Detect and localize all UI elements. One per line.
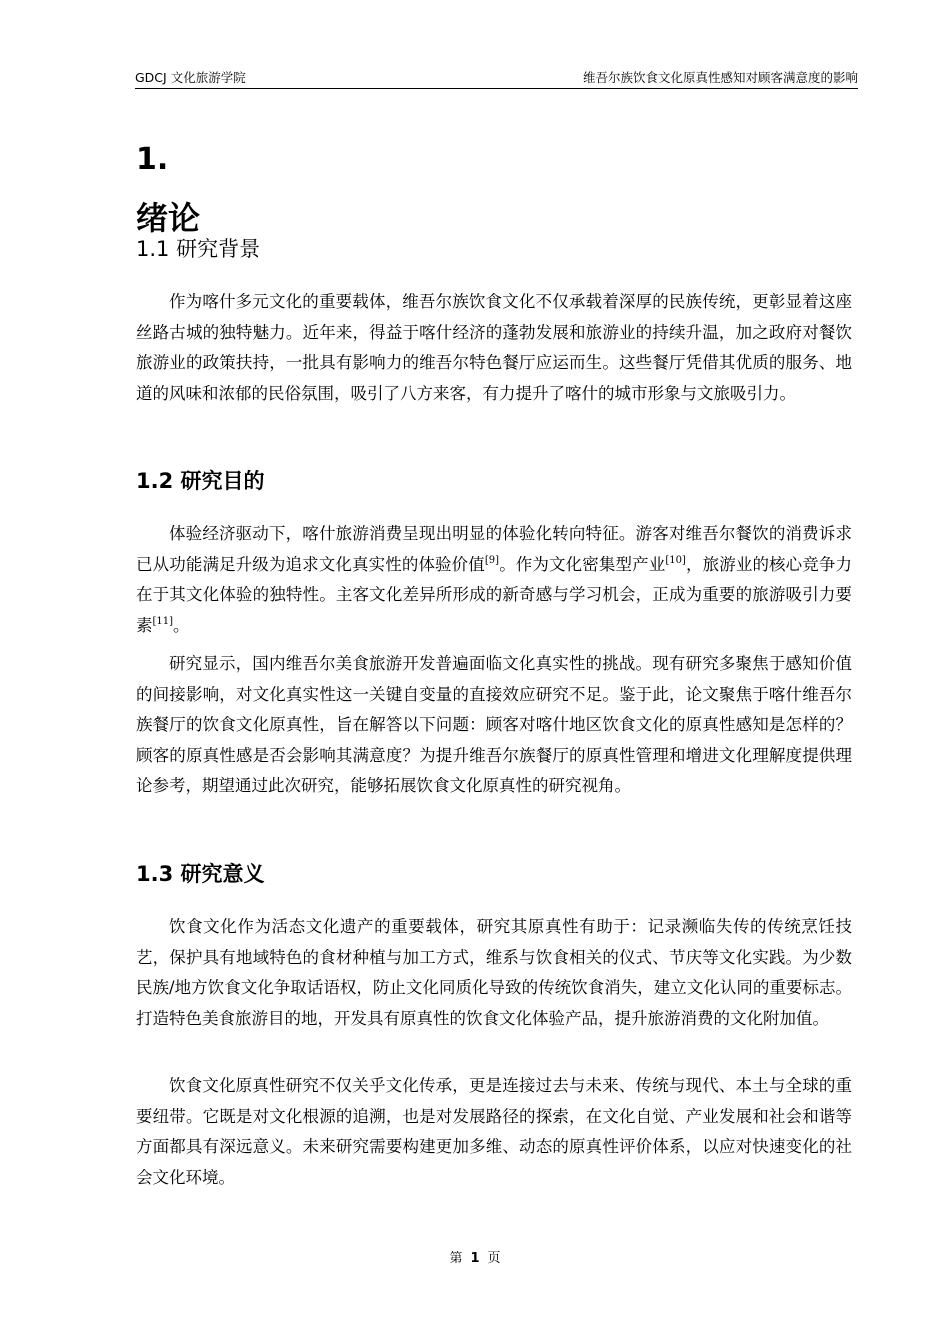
- section-heading-purpose: 1.2 研究目的: [136, 469, 265, 493]
- page-header: [135, 70, 858, 89]
- paragraph-text: 饮食文化作为活态文化遗产的重要载体，研究其原真性有助于：记录濒临失传的传统烹饪技艺，保护具有地域特色的食材种植与加工方式，维系与饮食相关的仪式、节庆等文化实践。为少数民族/地方饮食文化争取话语权，防止文化同质化导致的传统饮食消失，建立文化认同的重要标志。打造特色美食旅游目的地，开发具有原真性的饮食文化体验产品，提升旅游消费的文化附加值。: [136, 917, 852, 1028]
- paragraph-purpose-2: [136, 649, 852, 802]
- page-number-suffix: 页: [487, 1251, 501, 1266]
- chapter-number: 1.: [136, 142, 169, 177]
- paragraph-significance-2: [136, 1071, 852, 1193]
- page-footer: [0, 1247, 950, 1266]
- page-number: 1: [470, 1251, 480, 1266]
- paragraph-text: 。作为文化密集型产业: [499, 554, 666, 574]
- paragraph-background: [136, 287, 852, 409]
- section-heading-background: 1.1 研究背景: [136, 237, 261, 261]
- paragraph-significance-1: [136, 912, 852, 1034]
- paragraph-purpose-1: [136, 519, 852, 641]
- paragraph-text: 体验经济驱动下，喀什旅游消费呈现出明显的体验化转向特征。游客对维吾尔餐饮的消费诉求已从功能满足升级为追求文化真实性的体验价值: [136, 524, 852, 574]
- section-heading-significance: 1.3 研究意义: [136, 862, 265, 886]
- paragraph-text: 饮食文化原真性研究不仅关乎文化传承，更是连接过去与未来、传统与现代、本土与全球的重要纽带。它既是对文化根源的追溯，也是对发展路径的探索，在文化自觉、产业发展和社会和谐等方面都具有深远意义。未来研究需要构建更加多维、动态的原真性评价体系，以应对快速变化的社会文化环境。: [136, 1076, 852, 1187]
- chapter-title: 绪论: [136, 199, 201, 237]
- paragraph-text: 作为喀什多元文化的重要载体，维吾尔族饮食文化不仅承载着深厚的民族传统，更彰显着这座丝路古城的独特魅力。近年来，得益于喀什经济的蓬勃发展和旅游业的持续升温，加之政府对餐饮旅游业的政策扶持，一批具有影响力的维吾尔特色餐厅应运而生。这些餐厅凭借其优质的服务、地道的风味和浓郁的民俗氛围，吸引了八方来客，有力提升了喀什的城市形象与文旅吸引力。: [136, 292, 852, 403]
- citation-ref: [10]: [665, 554, 686, 566]
- header-thesis-title: 维吾尔族饮食文化原真性感知对顾客满意度的影响: [582, 70, 858, 85]
- paragraph-text: 。: [173, 615, 190, 635]
- citation-ref: [11]: [152, 615, 174, 627]
- page-number-prefix: 第: [449, 1251, 463, 1266]
- paragraph-text: 研究显示，国内维吾尔美食旅游开发普遍面临文化真实性的挑战。现有研究多聚焦于感知价值的间接影响，对文化真实性这一关键自变量的直接效应研究不足。鉴于此，论文聚焦于喀什维吾尔族餐厅的饮食文化原真性，旨在解答以下问题：顾客对喀什地区饮食文化的原真性感知是怎样的？顾客的原真性感是否会影响其满意度？为提升维吾尔族餐厅的原真性管理和增进文化理解度提供理论参考，期望通过此次研究，能够拓展饮食文化原真性的研究视角。: [136, 654, 852, 795]
- header-institution: GDCJ 文化旅游学院: [135, 70, 246, 85]
- citation-ref: [9]: [484, 554, 500, 566]
- paragraph-text: ，旅游业的核心竞争力在于其文化体验的独特性。主客文化差异所形成的新奇感与学习机会，正成为重要的旅游吸引力要素: [136, 554, 853, 635]
